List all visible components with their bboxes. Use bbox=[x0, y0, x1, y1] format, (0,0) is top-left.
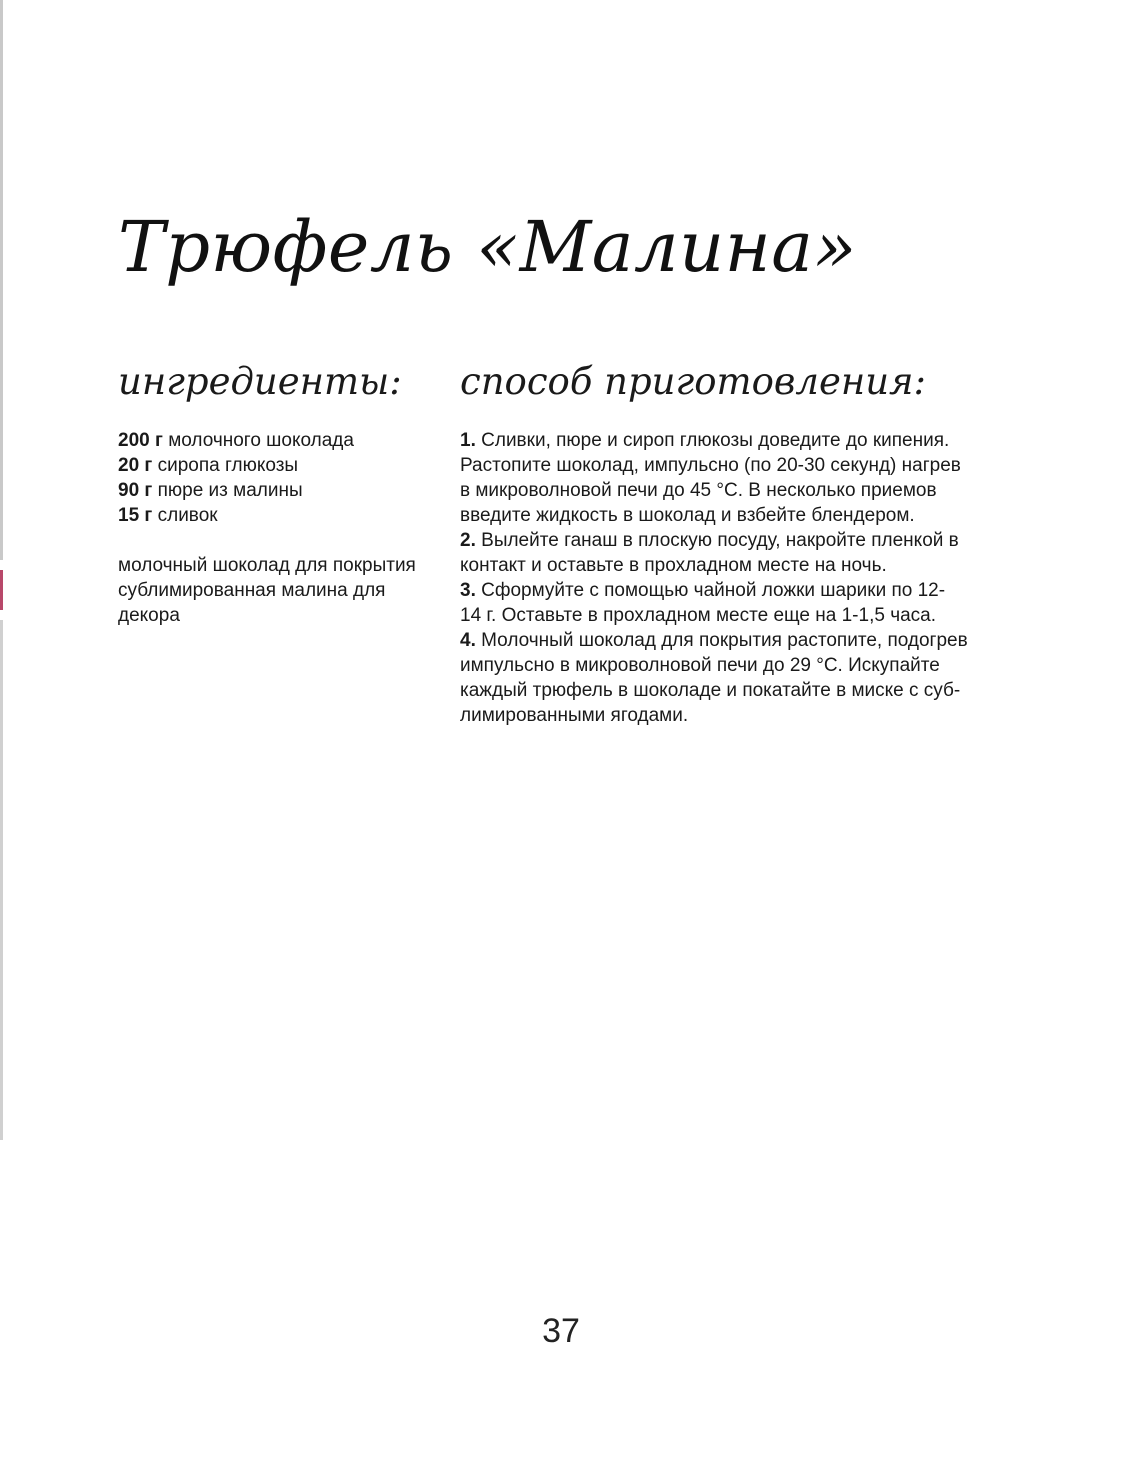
extra-line: сублимированная малина для bbox=[118, 580, 386, 601]
method-line bbox=[460, 503, 1020, 528]
ingredient-name: молочного шоколада bbox=[168, 430, 354, 451]
step-text: в микроволновой печи до 45 °C. В несколько приемов bbox=[460, 480, 937, 501]
ingredient-name: пюре из малины bbox=[157, 480, 303, 501]
method-line bbox=[460, 478, 1020, 503]
method-steps bbox=[460, 428, 1020, 728]
ingredient-name: сиропа глюкозы bbox=[157, 455, 299, 476]
step-text: импульсно в микроволновой печи до 29 °C. Искупайте bbox=[460, 655, 940, 676]
ingredient-quantity: 15 г bbox=[118, 505, 153, 526]
ingredient-name: сливок bbox=[157, 505, 218, 526]
step-text: лимированными ягодами. bbox=[460, 705, 689, 726]
ingredient-item bbox=[118, 503, 438, 528]
step-text: 14 г. Оставьте в прохладном месте еще на 1-1,5 часа. bbox=[460, 605, 937, 626]
ingredients-list bbox=[118, 428, 438, 528]
method-line bbox=[460, 678, 1020, 703]
ingredients-heading: ингредиенты: bbox=[118, 360, 402, 403]
page-edge-shadow-lower bbox=[0, 620, 3, 1140]
method-line bbox=[460, 578, 1020, 603]
page-edge-shadow bbox=[0, 0, 3, 560]
ingredient-item bbox=[118, 478, 438, 503]
method-line bbox=[460, 628, 1020, 653]
step-text: Растопите шоколад, импульсно (по 20-30 секунд) нагрев bbox=[460, 455, 961, 476]
step-text: Сформуйте с помощью чайной ложки шарики по 12- bbox=[481, 580, 946, 601]
step-text: контакт и оставьте в прохладном месте на ночь. bbox=[460, 555, 887, 576]
step-text: Сливки, пюре и сироп глюкозы доведите до кипения. bbox=[481, 430, 950, 451]
method-line bbox=[460, 553, 1020, 578]
step-text: каждый трюфель в шоколаде и покатайте в миске с суб- bbox=[460, 680, 961, 701]
method-line bbox=[460, 653, 1020, 678]
ingredient-quantity: 90 г bbox=[118, 480, 153, 501]
method-line bbox=[460, 603, 1020, 628]
step-number: 1. bbox=[460, 430, 476, 451]
extra-line: декора bbox=[118, 605, 180, 626]
decoration-ingredients bbox=[118, 553, 448, 628]
step-number: 2. bbox=[460, 530, 476, 551]
ingredient-item bbox=[118, 428, 438, 453]
method-line bbox=[460, 453, 1020, 478]
ingredient-item bbox=[118, 453, 438, 478]
step-number: 4. bbox=[460, 630, 476, 651]
method-line bbox=[460, 428, 1020, 453]
page-edge-accent bbox=[0, 570, 3, 610]
step-number: 3. bbox=[460, 580, 476, 601]
recipe-title: Трюфель «Малина» bbox=[118, 206, 857, 288]
method-line bbox=[460, 703, 1020, 728]
step-text: введите жидкость в шоколад и взбейте блендером. bbox=[460, 505, 915, 526]
step-text: Вылейте ганаш в плоскую посуду, накройте пленкой в bbox=[481, 530, 959, 551]
method-heading: способ приготовления: bbox=[460, 360, 927, 403]
extra-line: молочный шоколад для покрытия bbox=[118, 555, 416, 576]
page-number: 37 bbox=[542, 1312, 580, 1350]
ingredient-quantity: 200 г bbox=[118, 430, 163, 451]
step-text: Молочный шоколад для покрытия растопите, подогрев bbox=[481, 630, 968, 651]
ingredient-quantity: 20 г bbox=[118, 455, 153, 476]
method-line bbox=[460, 528, 1020, 553]
